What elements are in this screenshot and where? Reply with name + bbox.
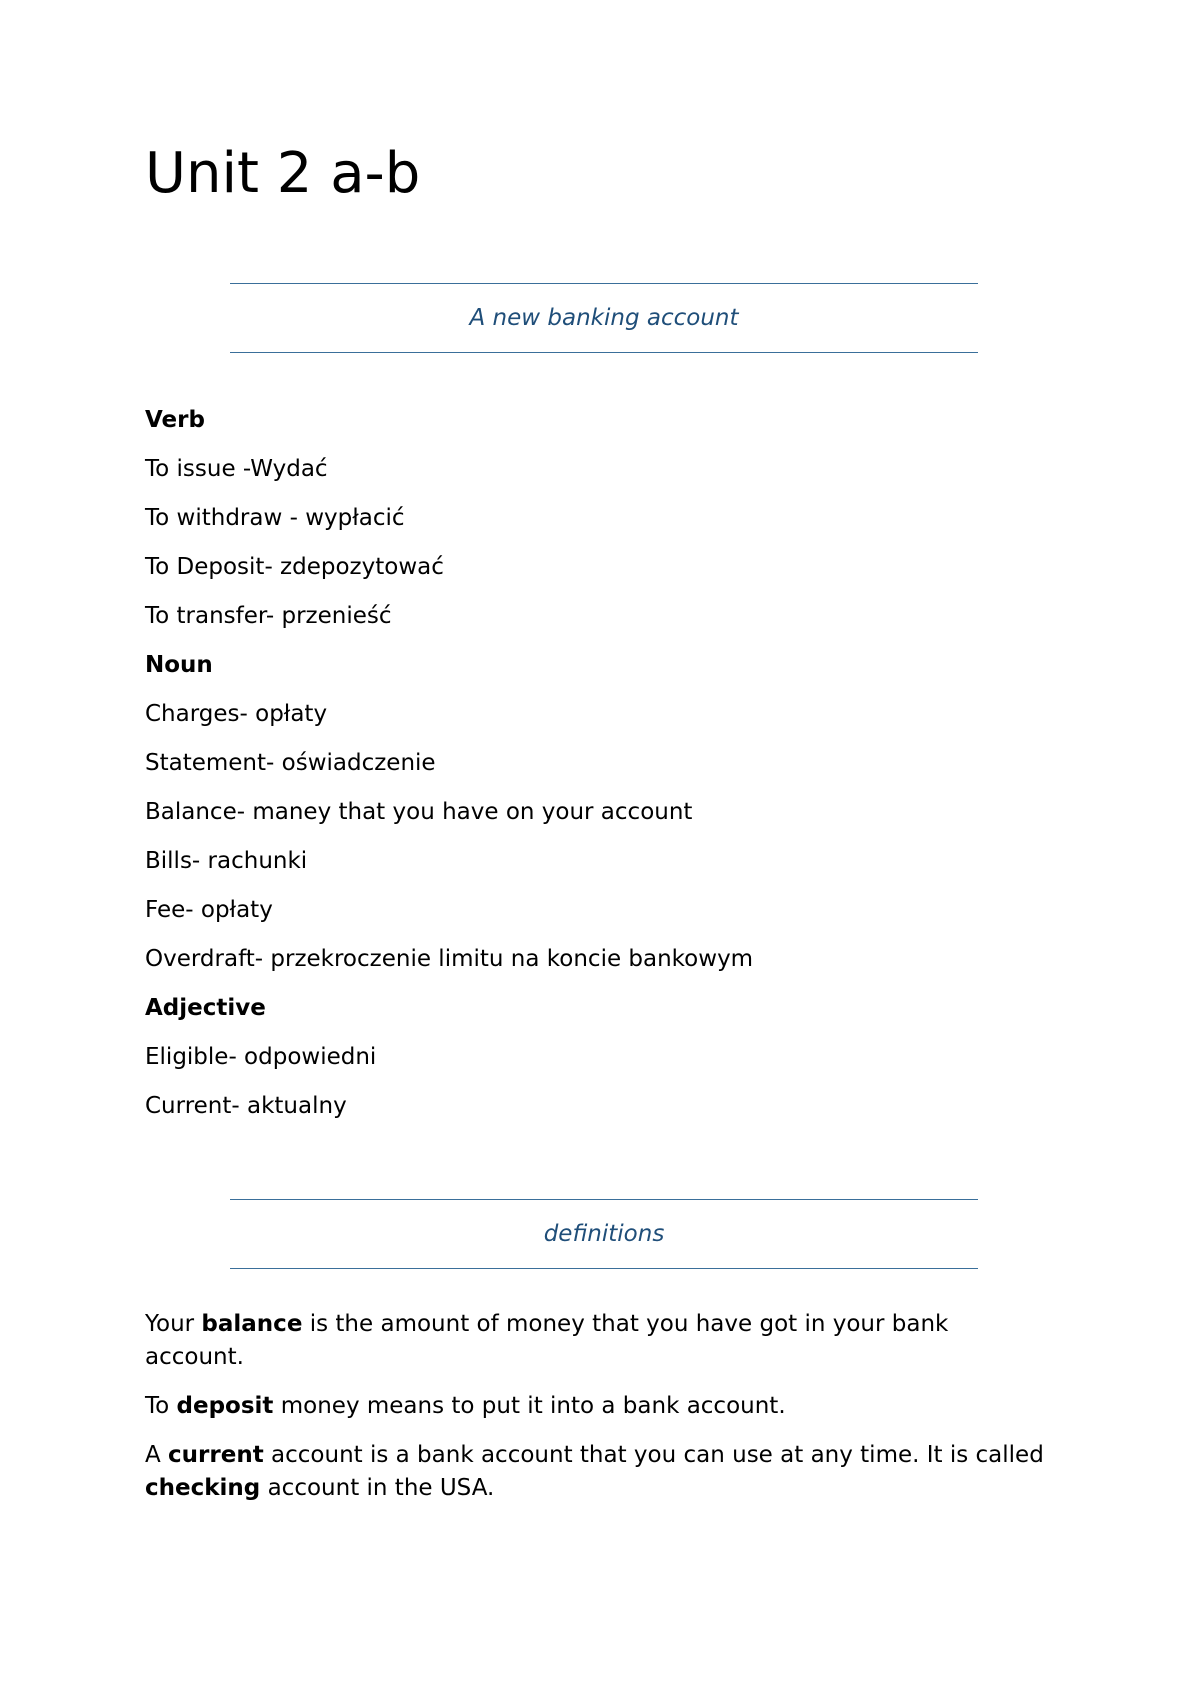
vocab-item: Fee- opłaty	[145, 897, 273, 923]
definition-text: account in the USA.	[260, 1475, 495, 1501]
definition-term: balance	[201, 1311, 303, 1337]
vocab-item: Statement- oświadczenie	[145, 750, 436, 776]
definition-term: current	[168, 1442, 264, 1468]
section-heading-definitions: definitions	[230, 1199, 978, 1269]
vocab-item: Eligible- odpowiedni	[145, 1044, 377, 1070]
vocab-item: To issue -Wydać	[145, 456, 328, 482]
definition-text: money means to put it into a bank account.	[273, 1393, 786, 1419]
section-heading-banking-account: A new banking account	[230, 283, 978, 353]
definition-deposit	[145, 1390, 1045, 1423]
vocab-item: To Deposit- zdepozytować	[145, 554, 444, 580]
vocabulary-list	[145, 396, 753, 1131]
vocab-item: Charges- opłaty	[145, 701, 328, 727]
definition-current	[145, 1439, 1045, 1505]
definitions-block	[145, 1308, 1045, 1521]
definition-text: Your	[145, 1311, 202, 1337]
document-title: Unit 2 a-b	[145, 141, 421, 206]
definition-balance	[145, 1308, 1045, 1374]
category-label-verb: Verb	[145, 407, 205, 433]
vocab-item: To transfer- przenieść	[145, 603, 392, 629]
definition-text: A	[145, 1442, 169, 1468]
definition-text: account is a bank account that you can use at any time. It is called	[263, 1442, 1044, 1468]
category-label-noun: Noun	[145, 652, 213, 678]
definition-text: To	[145, 1393, 177, 1419]
definition-term: checking	[145, 1475, 261, 1501]
category-label-adjective: Adjective	[145, 995, 266, 1021]
vocab-item: Overdraft- przekroczenie limitu na koncie bankowym	[145, 946, 754, 972]
definition-term: deposit	[176, 1393, 274, 1419]
vocab-item: Current- aktualny	[145, 1093, 347, 1119]
vocab-item: Bills- rachunki	[145, 848, 308, 874]
vocab-item: To withdraw - wypłacić	[145, 505, 405, 531]
vocab-item: Balance- maney that you have on your account	[145, 799, 693, 825]
definition-text: is the amount of money that you have got in your bank account.	[145, 1311, 949, 1370]
